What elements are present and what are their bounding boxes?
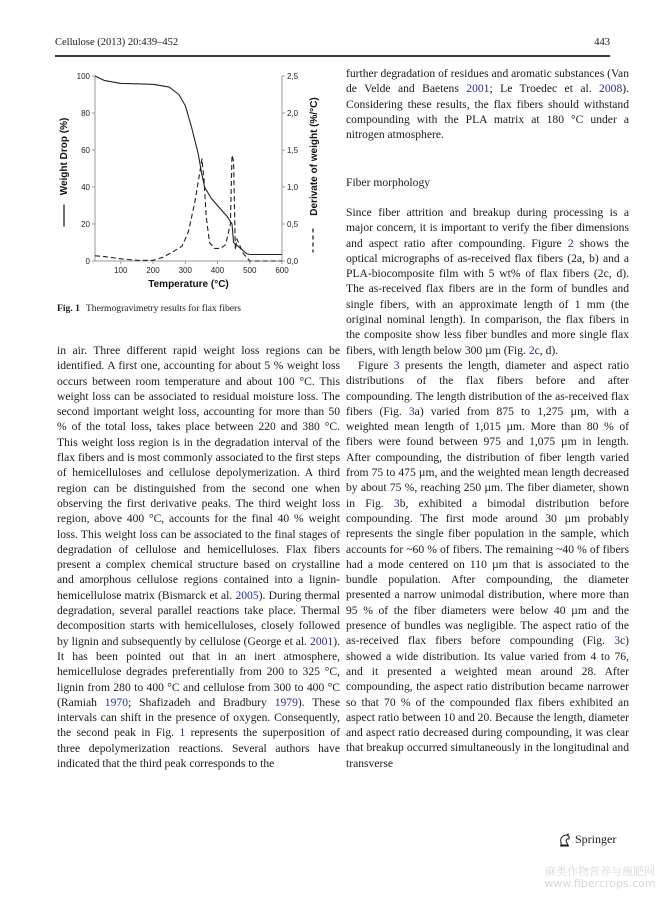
section-heading: Fiber morphology — [346, 176, 431, 189]
x-tick-label: 600 — [275, 266, 289, 275]
caption-text: Thermogravimetry results for flax fibers — [85, 303, 241, 314]
citation-link[interactable]: 2001 — [466, 82, 490, 96]
paragraph: further degradation of residues and aromatic substances (Van de Velde and Baetens 2001; Le Troedec et al. 2008). Considering these results, the flax fibers should withstand compounding with the PLA matrix at 180 °C under a nitrogen atmosphere. — [346, 67, 629, 142]
y-tick-label: 0 — [85, 257, 90, 266]
y-axis-label: Weight Drop (%) — [59, 117, 70, 196]
right-column-body — [346, 205, 629, 771]
paragraph: in air. Three different rapid weight loss regions can be identified. A first one, accounting for about 5 % weight loss occurs between room temperature and about 100 °C. This weight loss can be associated to residual moisture loss. The second important weight loss, accounting for more than 50 % of the total loss, takes place between 220 and 380 °C. This weight loss region is in the degradation interval of the flax fibers and is most commonly associated to the first steps of hemicelluloses and cellulose depolymerization. A third region can be distinguished from the second one when observing the first derivative peaks. The third weight loss region, above 400 °C, accounts for the final 40 % weight loss. This weight loss can be associated to the final stages of degradation of cellulose and hemicelluloses. Flax fibers present a complex chemical structure based on crystalline and amorphous cellulose regions contained into a lignin-hemicellulose matrix (Bismarck et al. 2005). During thermal degradation, several parallel reactions take place. Thermal decomposition starts with hemicelluloses, closely followed by lignin and subsequently by cellulose (George et al. 2001). It has been pointed out that in an inert atmosphere, hemicellulose degrades preferentially from 200 to 325 °C, lignin from 280 to 400 °C and cellulose from 300 to 400 °C (Ramiah 1970; Shafizadeh and Bradbury 1979). These intervals can shift in the presence of oxygen. Consequently, the second peak in Fig. 1 represents the superposition of three depolymerization reactions. Several authors have indicated that the third peak corresponds to the — [57, 344, 341, 771]
y2-axis-label: Derivate of weight (%/°C) — [309, 97, 320, 216]
y-tick-label: 40 — [81, 183, 90, 192]
x-tick-label: 500 — [243, 266, 257, 275]
publisher-name: Springer — [575, 832, 617, 846]
springer-horse-logo-icon — [558, 833, 572, 847]
y2-tick-label: 2,0 — [287, 109, 299, 118]
citation-link[interactable]: 1979 — [274, 695, 298, 709]
citation-link[interactable]: 3 — [614, 634, 620, 648]
citation-link[interactable]: 1 — [179, 726, 186, 740]
y2-tick-label: 0,0 — [287, 257, 299, 266]
y2-tick-label: 2,5 — [287, 72, 299, 81]
y2-tick-label: 1,0 — [287, 183, 299, 192]
left-column — [57, 343, 340, 771]
citation-link[interactable]: 2008 — [599, 82, 623, 96]
y-tick-label: 60 — [81, 146, 90, 155]
caption-label: Fig. 1 — [57, 303, 80, 314]
weight-drop-curve — [95, 76, 282, 255]
paragraph: Since fiber attrition and breakup during processing is a major concern, it is important to verify the fiber dimensions and aspect ratio after compounding. Figure 2 shows the optical micrographs of as-received flax fibers (2a, b) and a PLA-biocomposite film with 5 wt% of flax fibers (2c, d). The as-received flax fibers are in the form of bundles and single fibers, with an approximate length of 1 mm (the original nominal length). In comparison, the flax fibers in the composite show less fiber bundles and more single flax fibers, with length below 300 µm (Fig. 2c, d). — [346, 206, 629, 357]
citation-link[interactable]: 3 — [393, 358, 400, 372]
citation-link[interactable]: 3 — [393, 496, 400, 510]
right-column-top — [346, 66, 629, 142]
figure-1-chart — [55, 64, 340, 299]
figure-caption — [57, 303, 241, 314]
y-tick-label: 80 — [81, 109, 90, 118]
x-axis-label: Temperature (°C) — [148, 279, 229, 290]
running-head — [55, 37, 610, 53]
y2-tick-label: 1,5 — [287, 146, 299, 155]
x-tick-label: 400 — [210, 266, 225, 275]
x-tick-label: 100 — [114, 266, 128, 275]
citation-link[interactable]: 2001 — [310, 634, 334, 648]
page-number: 443 — [594, 37, 610, 48]
citation-link[interactable]: 1970 — [104, 695, 128, 709]
paragraph: Figure 3 presents the length, diameter and aspect ratio distributions of the flax fibers before and after compounding. The length distribution of the as-received flax fibers (Fig. 3a) varied from 875 to 1,275 µm, with a weighted mean length of 1,015 µm. More than 80 % of fibers were found between 975 and 1,075 µm in length. After compounding, the distribution of fiber length varied from 75 to 475 µm, and the weighted mean length decreased by about 75 %, reaching 250 µm. The fiber diameter, shown in Fig. 3b, exhibited a bimodal distribution before compounding. The first mode around 30 µm probably represents the single fiber population in the sample, which accounts for ~60 % of fibers. The remaining ~40 % of fibers had a mode centered on 110 µm that is associated to the bundle population. After compounding, the diameter presented a narrow unimodal distribution, where more than 95 % of the fiber diameters were below 40 µm and the presence of bundles was negligible. The aspect ratio of the as-received flax fibers before compounding (Fig. 3c) showed a wide distribution. Its value varied from 4 to 76, and it presented a weighted mean around 28. After compounding, the aspect ratio distribution became narrower so that 70 % of the compounded flax fibers exhibited an aspect ratio between 10 and 20. Because the length, diameter and aspect ratio decreased during compounding, it was clear that breakup occurred simultaneously in the longitudinal and transverse — [346, 358, 630, 770]
citation-link[interactable]: 2 — [567, 236, 574, 250]
x-tick-label: 300 — [178, 266, 192, 275]
header-rule — [55, 55, 610, 57]
watermark-url: www.fibercrops.com — [544, 877, 656, 890]
tga-chart-svg — [55, 64, 340, 299]
citation-link[interactable]: 2005 — [235, 588, 259, 602]
citation-link[interactable]: 3 — [408, 404, 415, 418]
citation-link[interactable]: 2 — [528, 343, 535, 357]
journal-citation: Cellulose (2013) 20:439–452 — [55, 37, 179, 48]
watermark-chinese: 麻类作物营养与施肥网 — [545, 865, 655, 878]
x-tick-label: 200 — [146, 266, 160, 275]
derivative-weight-curve — [95, 155, 282, 261]
y2-tick-label: 0,5 — [287, 220, 299, 229]
watermark — [540, 866, 660, 890]
y-tick-label: 20 — [81, 220, 90, 229]
y-tick-label: 100 — [76, 72, 90, 81]
publisher-logo — [558, 832, 616, 847]
